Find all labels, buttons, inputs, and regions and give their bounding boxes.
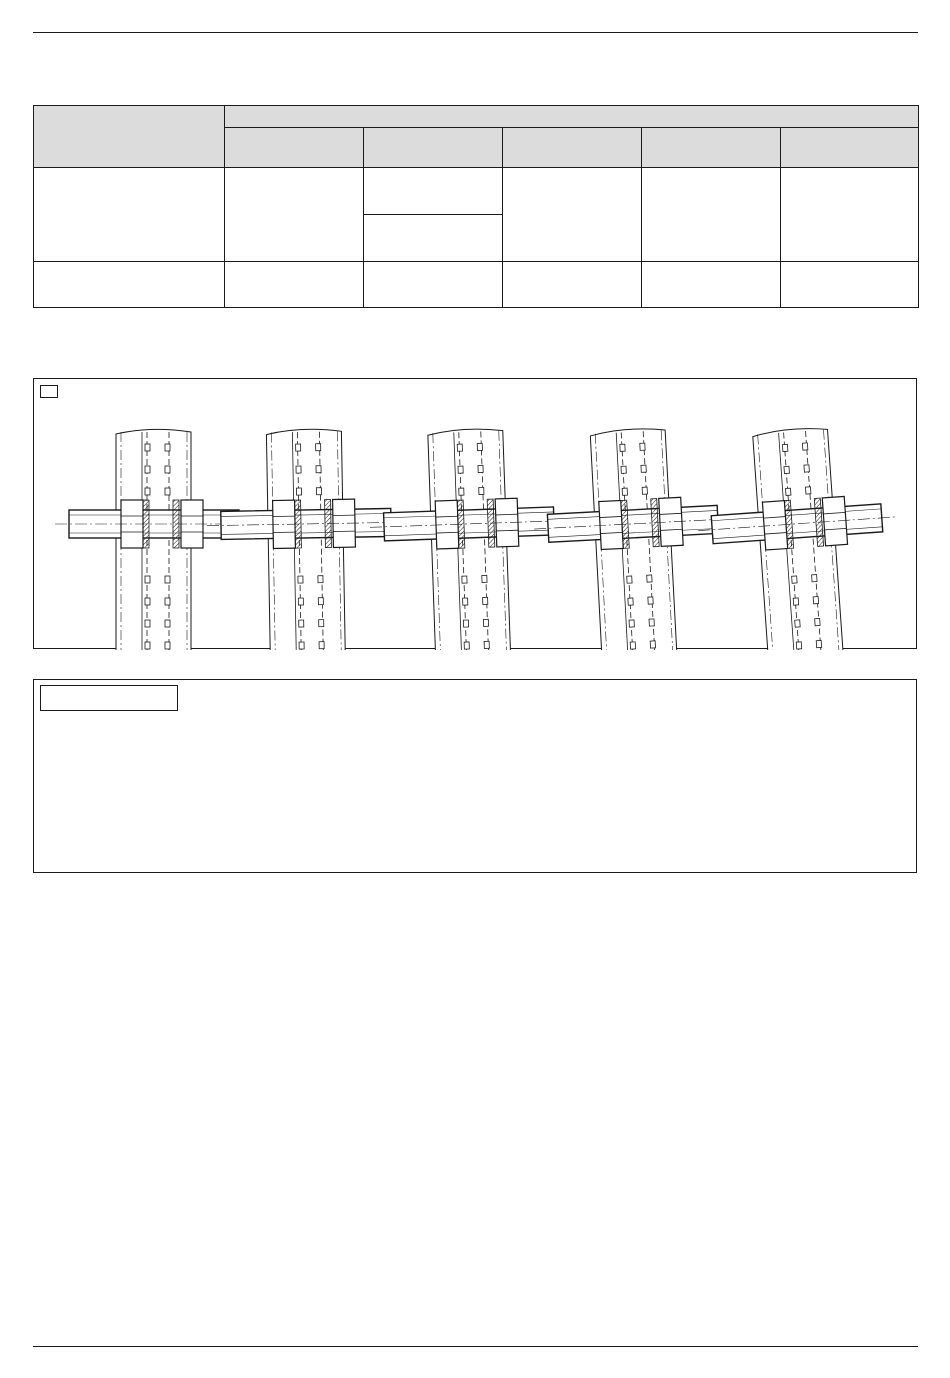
bolted-rail-joint-5 (692, 423, 907, 650)
rail-joints-drawing (34, 379, 918, 650)
footer-rule (33, 1346, 918, 1347)
row-1-cell-3 (503, 168, 642, 262)
bolted-rail-joint-2 (205, 428, 407, 650)
row-1-label (34, 168, 225, 262)
column-header-1 (225, 128, 364, 168)
row-1-cell-1 (225, 168, 364, 262)
header-rule (33, 32, 918, 33)
row-2-label (34, 262, 225, 308)
row-2-cell-4 (642, 262, 781, 308)
column-header-2 (364, 128, 503, 168)
row-2-cell-3 (503, 262, 642, 308)
spec-table (33, 105, 919, 308)
row-2-cell-1 (225, 262, 364, 308)
column-header-5 (781, 128, 919, 168)
column-header-3 (503, 128, 642, 168)
bolted-rail-joint-3 (367, 426, 574, 650)
row-2-cell-5 (781, 262, 919, 308)
row-1-cell-2 (364, 168, 503, 215)
row-1-cell-4 (642, 168, 781, 262)
note-box (33, 679, 917, 873)
row-2-cell-2 (364, 262, 503, 308)
note-title (40, 685, 178, 711)
row-header-cell (34, 106, 225, 168)
figure-box (33, 378, 917, 649)
row-1-cell-2-lower (364, 215, 503, 262)
group-header-cell (225, 106, 919, 128)
bolted-rail-joint-4 (529, 424, 740, 650)
column-header-4 (642, 128, 781, 168)
row-1-cell-5 (781, 168, 919, 262)
